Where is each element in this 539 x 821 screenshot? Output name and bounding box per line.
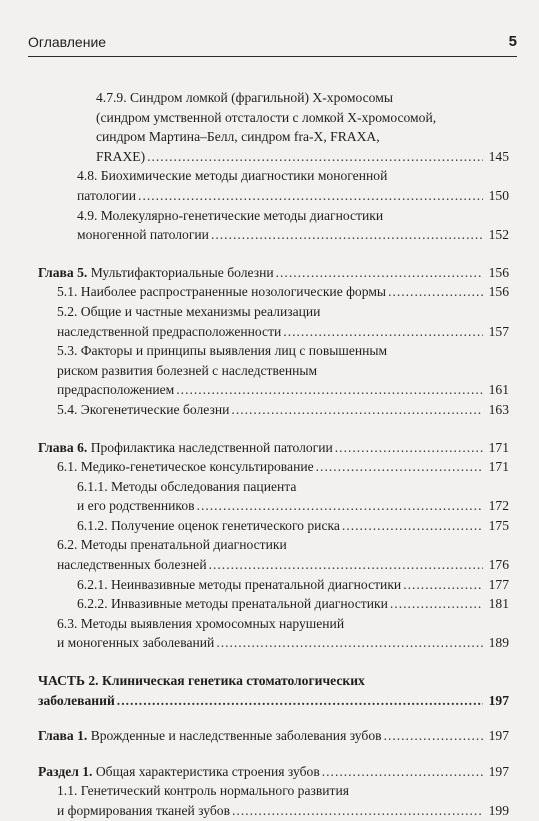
leader-dots [232, 801, 483, 821]
toc-entry-title: 6.2.1. Неинвазивные методы пренатальной диагностики [77, 576, 402, 592]
toc-entry-text-line [38, 671, 509, 691]
toc-entry-title: и моногенных заболеваний [57, 635, 215, 651]
toc-entry-title: заболеваний [38, 692, 115, 708]
toc-entry-label: Глава 1. [38, 728, 88, 744]
toc-entry-last-line [57, 457, 509, 477]
page-header [28, 28, 517, 57]
toc-page-number: 176 [488, 557, 509, 573]
toc-entry-ch5[interactable] [38, 263, 509, 283]
toc-entry-text: риском развития болезней с наследственным [57, 362, 318, 378]
page-number: 5 [508, 33, 517, 50]
toc-entry-last-line [57, 400, 509, 420]
toc-entry-text [38, 691, 115, 711]
toc-entry-text: 6.3. Методы выявления хромосомных нарушений [57, 615, 345, 631]
toc-entry-label: Глава 5. [38, 264, 88, 280]
toc-entry-text [77, 186, 136, 206]
toc-entry-last-line [57, 380, 509, 400]
toc-entry-text [57, 322, 281, 342]
toc-entry-text-line [96, 108, 509, 128]
section-gap [38, 420, 509, 438]
toc-entry-text [77, 225, 209, 245]
section-gap [38, 653, 509, 671]
toc-entry-text [77, 496, 195, 516]
toc-entry-text-line [57, 361, 509, 381]
leader-dots [322, 762, 483, 782]
leader-dots [403, 575, 483, 595]
toc-entry-text: 4.8. Биохимические методы диагностики моногенной [77, 168, 388, 184]
toc-entry-text [38, 762, 320, 782]
toc-entry-last-line [57, 801, 509, 821]
toc-entry-text [57, 282, 386, 302]
toc-page-number: 157 [488, 323, 509, 339]
toc-entry-text-line [57, 781, 509, 801]
toc-entry-e11[interactable] [38, 781, 509, 820]
toc-entry-e611[interactable] [38, 477, 509, 516]
leader-dots [209, 555, 483, 575]
toc-entry-text [57, 633, 214, 653]
section-gap [38, 710, 509, 726]
toc-entry-title: патологии [77, 187, 137, 203]
toc-entry-e54[interactable] [38, 400, 509, 420]
toc-entry-title: 6.1. Медико-генетическое консультирование [57, 459, 314, 475]
toc-page-number: 156 [488, 284, 509, 300]
toc-entry-text: 1.1. Генетический контроль нормального развития [57, 783, 350, 799]
toc-entry-text: 4.9. Молекулярно-генетические методы диагностики [77, 207, 384, 223]
toc-entry-ch6[interactable] [38, 438, 509, 458]
toc-entry-last-line [77, 516, 509, 536]
toc-entry-label: Раздел 1. [38, 763, 93, 779]
toc-entry-text-line [57, 341, 509, 361]
toc-page-number: 163 [488, 401, 509, 417]
toc-page-number: 145 [488, 148, 509, 164]
table-of-contents [38, 88, 509, 821]
running-title: Оглавление [28, 34, 107, 50]
toc-entry-text [77, 575, 401, 595]
leader-dots [384, 726, 483, 746]
toc-entry-last-line [96, 147, 509, 167]
leader-dots [147, 147, 483, 167]
toc-entry-text [77, 594, 388, 614]
toc-entry-text: (синдром умственной отсталости с ломкой X-хромосомой, [96, 109, 437, 125]
leader-dots [390, 594, 483, 614]
leader-dots [316, 457, 483, 477]
toc-entry-text: 6.1.1. Методы обследования пациента [77, 478, 297, 494]
toc-entry-e621[interactable] [38, 575, 509, 595]
toc-page-number: 197 [488, 763, 509, 779]
toc-entry-text: 5.3. Факторы и принципы выявления лиц с повышенным [57, 343, 388, 359]
toc-entry-e62[interactable] [38, 535, 509, 574]
toc-entry-text: 5.2. Общие и частные механизмы реализации [57, 303, 321, 319]
leader-dots [283, 322, 483, 342]
toc-entry-text-line [77, 477, 509, 497]
toc-entry-text [38, 726, 382, 746]
toc-entry-last-line [38, 263, 509, 283]
toc-entry-text-line [57, 535, 509, 555]
toc-entry-title: Профилактика наследственной патологии [90, 439, 333, 455]
toc-entry-text-line [96, 88, 509, 108]
toc-page-number: 199 [488, 803, 509, 818]
leader-dots [231, 400, 483, 420]
toc-entry-title: и его родственников [77, 498, 195, 514]
toc-entry-text [38, 263, 274, 283]
toc-entry-e63[interactable] [38, 614, 509, 653]
toc-page-number: 150 [488, 187, 509, 203]
toc-page-number: 189 [488, 635, 509, 651]
toc-entry-last-line [38, 691, 509, 711]
toc-page-number: 181 [488, 596, 509, 612]
toc-entry-text [57, 400, 229, 420]
section-gap [38, 746, 509, 762]
toc-entry-e622[interactable] [38, 594, 509, 614]
leader-dots [388, 282, 483, 302]
toc-entry-title: 5.1. Наиболее распространенные нозологические формы [57, 284, 387, 300]
toc-entry-text: 6.2. Методы пренатальной диагностики [57, 537, 287, 553]
toc-entry-text-line [96, 127, 509, 147]
toc-entry-title: наследственных болезней [57, 557, 207, 573]
leader-dots [211, 225, 483, 245]
toc-entry-label: Глава 6. [38, 439, 88, 455]
toc-entry-text: 4.7.9. Синдром ломкой (фрагильной) X-хромосомы [96, 90, 393, 105]
toc-page-number: 197 [488, 692, 509, 708]
leader-dots [335, 438, 483, 458]
toc-page-number: 161 [488, 382, 509, 398]
toc-entry-e3[interactable] [38, 206, 509, 245]
section-gap [38, 245, 509, 263]
toc-page-number: 171 [488, 459, 509, 475]
toc-entry-e52[interactable] [38, 302, 509, 341]
toc-entry-sec1[interactable] [38, 762, 509, 782]
leader-dots [342, 516, 483, 536]
toc-entry-text-line [57, 614, 509, 634]
toc-entry-last-line [57, 633, 509, 653]
toc-page-number: 175 [488, 517, 509, 533]
toc-entry-last-line [77, 594, 509, 614]
toc-entry-e2[interactable] [38, 166, 509, 205]
toc-entry-text: синдром Мартина–Белл, синдром fra-X, FRAXA, [96, 129, 380, 145]
toc-entry-text-line [77, 166, 509, 186]
toc-entry-e51[interactable] [38, 282, 509, 302]
toc-entry-text [96, 147, 145, 167]
leader-dots [276, 263, 483, 283]
toc-entry-e1[interactable] [38, 88, 509, 166]
toc-entry-last-line [77, 575, 509, 595]
toc-entry-title: Мультифакториальные болезни [90, 264, 274, 280]
leader-dots [176, 380, 483, 400]
toc-entry-e61[interactable] [38, 457, 509, 477]
toc-entry-title: 6.1.2. Получение оценок генетического риска [77, 517, 340, 533]
toc-entry-title: FRAXE) [96, 148, 146, 164]
toc-entry-last-line [38, 762, 509, 782]
toc-entry-last-line [57, 322, 509, 342]
toc-entry-title: Врожденные и наследственные заболевания зубов [90, 728, 382, 744]
toc-entry-title: наследственной предрасположенности [57, 323, 282, 339]
toc-page-number: 171 [488, 439, 509, 455]
toc-page-number: 197 [488, 728, 509, 744]
toc-entry-text-line [77, 206, 509, 226]
leader-dots [216, 633, 483, 653]
toc-entry-e612[interactable] [38, 516, 509, 536]
toc-entry-e53[interactable] [38, 341, 509, 400]
toc-entry-part2[interactable] [38, 671, 509, 710]
toc-entry-text: ЧАСТЬ 2. Клиническая генетика стоматологических [38, 673, 365, 689]
toc-entry-text [57, 380, 174, 400]
toc-entry-title: моногенной патологии [77, 227, 209, 243]
toc-entry-title: Общая характеристика строения зубов [95, 763, 320, 779]
toc-entry-ch1[interactable] [38, 726, 509, 746]
toc-page-number: 156 [488, 264, 509, 280]
toc-entry-text [57, 457, 314, 477]
toc-page-number: 172 [488, 498, 509, 514]
toc-page-number: 152 [488, 227, 509, 243]
toc-entry-title: 6.2.2. Инвазивные методы пренатальной диагностики [77, 596, 388, 612]
toc-entry-last-line [77, 186, 509, 206]
toc-entry-last-line [57, 555, 509, 575]
toc-entry-title: и формирования тканей зубов [57, 803, 231, 818]
toc-entry-text [57, 801, 230, 821]
leader-dots [197, 496, 483, 516]
toc-entry-title: 5.4. Экогенетические болезни [57, 401, 230, 417]
leader-dots [117, 691, 483, 711]
toc-entry-title: предрасположением [57, 382, 175, 398]
toc-entry-last-line [57, 282, 509, 302]
toc-entry-last-line [38, 438, 509, 458]
leader-dots [138, 186, 483, 206]
toc-entry-text-line [57, 302, 509, 322]
toc-page-number: 177 [488, 576, 509, 592]
toc-entry-last-line [38, 726, 509, 746]
toc-entry-text [77, 516, 340, 536]
toc-entry-text [38, 438, 333, 458]
toc-entry-text [57, 555, 207, 575]
toc-entry-last-line [77, 225, 509, 245]
toc-entry-last-line [77, 496, 509, 516]
